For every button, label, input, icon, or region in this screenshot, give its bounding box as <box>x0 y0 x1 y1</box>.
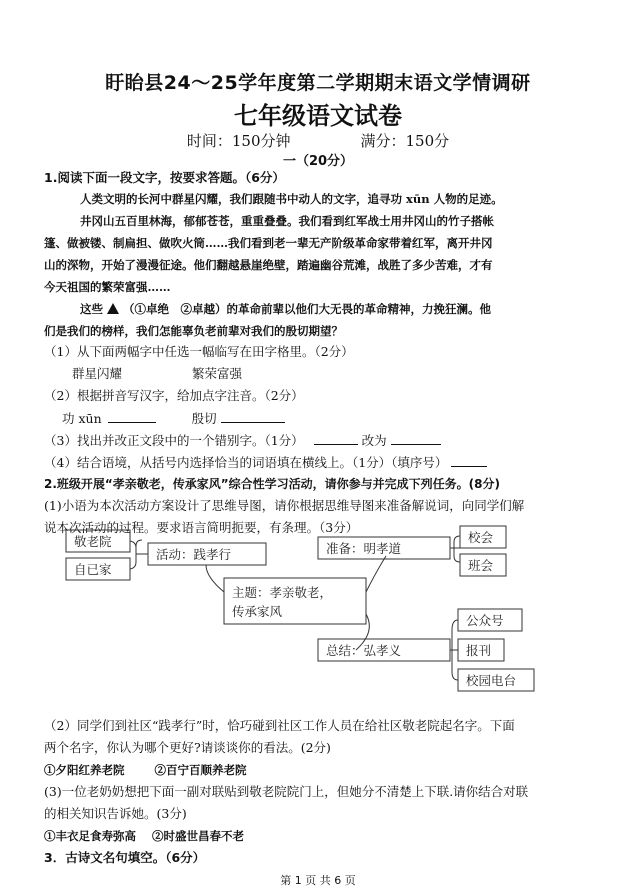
mindmap-prepare-label: 准备：明孝道 <box>326 541 402 556</box>
mindmap-summary-item-2: 报刊 <box>466 643 492 658</box>
q1-paragraph-2c: 山的深物，开始了漫漫征途。他们翻越悬崖绝壁，踏遍幽谷荒滩，战胜了多少苦难，才有 <box>44 258 493 272</box>
q1-paragraph-2a: 井冈山五百里林海，郁郁苍苍，重重叠叠。我们看到红军战士用井冈山的竹子搭帐 <box>80 214 494 228</box>
q2-sub2a: （2）同学们到社区“践孝行”时，恰巧碰到社区工作人员在给社区敬老院起名字。下面 <box>44 718 515 733</box>
q1-sub2-blanks <box>62 410 285 427</box>
q1-sub2-b: 殷切 <box>191 411 217 426</box>
q1-sub2: （2）根据拼音写汉字，给加点字注音。（2分） <box>44 388 304 403</box>
q1-paragraph-1: 人类文明的长河中群星闪耀，我们跟随书中动人的文字，追寻功 xūn 人物的足迹。 <box>80 192 503 206</box>
q2-sub2-option-2: ②百宁百顺养老院 <box>154 763 247 777</box>
q1-paragraph-2d: 今天祖国的繁荣富强…… <box>44 280 171 294</box>
q2-sub3a: (3)一位老奶奶想把下面一副对联贴到敬老院院门上，但她分不清楚上下联.请你结合对联 <box>44 784 529 799</box>
page-footer: 第 1 页 共 6 页 <box>280 874 356 887</box>
mindmap-center-line2: 传承家风 <box>232 604 283 619</box>
q2-sub3-option-2: ②时盛世昌春不老 <box>152 829 244 843</box>
q1-sub1: （1）从下面两幅字中任选一幅临写在田字格里。（2分） <box>44 344 354 359</box>
q1-sub3-mid: 改为 <box>361 433 387 448</box>
q1-stem: 1.阅读下面一段文字，按要求答题。（6分） <box>44 170 285 185</box>
mindmap-prepare-item-1: 校会 <box>468 530 494 545</box>
score-label: 满分：150分 <box>360 132 450 150</box>
q1-sub1-option-1: 群星闪耀 <box>72 366 123 381</box>
q1-paragraph-2b: 篷、做被镂、制扁担、做吹火筒……我们看到老一辈无产阶级革命家带着红军，离开井冈 <box>44 236 493 250</box>
q2-sub3b: 的相关知识告诉她。(3分) <box>44 806 187 821</box>
q1-p3-prefix: 这些 <box>80 302 103 316</box>
mindmap-activity-item-2: 自已家 <box>74 562 112 577</box>
answer-blank[interactable] <box>451 454 487 467</box>
q1-sub1-options <box>72 366 242 382</box>
mindmap-summary-item-1: 公众号 <box>466 613 504 628</box>
q2-sub2-option-1: ①夕阳红养老院 <box>44 763 125 777</box>
exam-subtitle: 七年级语文试卷 <box>234 102 402 130</box>
q1-p3-suffix: （①卓绝 ②卓越）的革命前辈以他们大无畏的革命精神，力挽狂澜。他 <box>123 302 491 316</box>
mind-map <box>56 522 576 697</box>
q2-sub3-options <box>44 828 244 844</box>
q1-sub4 <box>44 454 487 471</box>
mindmap-prepare-item-2: 班会 <box>468 558 494 573</box>
mindmap-activity-item-1: 敬老院 <box>74 534 112 549</box>
mindmap-summary-item-3: 校园电台 <box>466 673 517 688</box>
answer-blank[interactable] <box>314 432 358 445</box>
q1-sub3-text: （3）找出并改正文段中的一个错别字。（1分） <box>44 433 304 448</box>
mindmap-activity-label: 活动：践孝行 <box>156 547 232 562</box>
q2-sub2-options <box>44 762 247 778</box>
section-heading: 一（20分） <box>282 154 354 169</box>
q1-sub1-option-2: 繁荣富强 <box>192 366 243 381</box>
q2-stem: 2.班级开展“孝亲敬老，传承家风”综合性学习活动，请你参与并完成下列任务。(8分) <box>44 477 501 491</box>
answer-blank[interactable] <box>221 410 285 423</box>
exam-meta <box>0 130 636 151</box>
answer-blank[interactable] <box>391 432 441 445</box>
q2-sub3-option-1: ①丰衣足食寿弥高 <box>44 829 136 843</box>
time-label: 时间：150分钟 <box>186 132 291 150</box>
q2-sub1a: (1)小语为本次活动方案设计了思维导图，请你根据思维导图来准备解说词，向同学们解 <box>44 498 525 513</box>
q1-sub4-text: （4）结合语境，从括号内选择恰当的词语填在横线上。（1分）（填序号） <box>44 455 448 470</box>
exam-title: 盱眙县24～25学年度第二学期期末语文学情调研 <box>105 72 531 94</box>
q1-sub3 <box>44 432 441 449</box>
q1-sub2-a: 功 xūn <box>62 411 102 426</box>
answer-blank[interactable] <box>108 410 156 423</box>
mindmap-center-line1: 主题：孝亲敬老， <box>232 585 333 600</box>
triangle-marker-icon <box>107 303 119 314</box>
q2-sub1b: 说本次活动的过程。要求语言简明扼要，有条理。（3分） <box>44 520 359 535</box>
q2-sub2b: 两个名字，你认为哪个更好?请谈谈你的看法。(2分) <box>44 740 331 755</box>
q1-paragraph-3b: 们是我们的榜样，我们怎能辜负老前辈对我们的殷切期望？ <box>44 324 343 338</box>
mindmap-summary-label: 总结：弘孝义 <box>326 643 402 658</box>
q1-paragraph-3a <box>80 301 491 317</box>
q3-stem: 3．古诗文名句填空。（6分） <box>44 850 206 865</box>
